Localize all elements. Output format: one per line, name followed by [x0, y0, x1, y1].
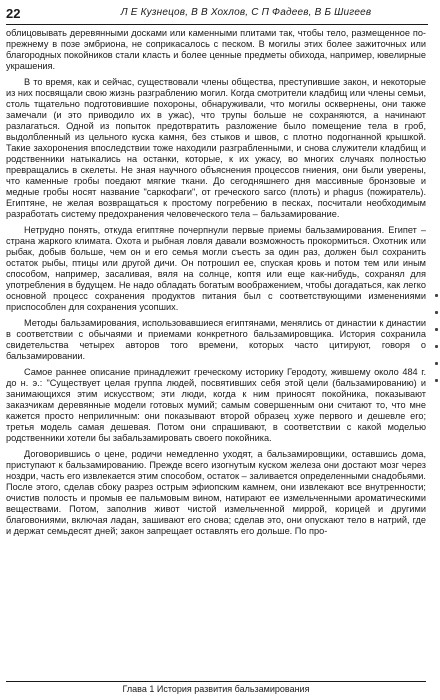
running-header [6, 4, 428, 25]
paragraph: облицовывать деревянными досками или каменными плитами так, чтобы тело, размещенное по-прежнему в позе эмбриона, не соприкасалось с песком. В могилы этих более зажиточных или благородных покойников стали класть и более ценные предметы обихода, например, ювелирные украшения. [6, 28, 426, 71]
body-text [6, 28, 426, 542]
paragraph: Самое раннее описание принадлежит греческому историку Геродоту, жившему около 484 г. до н. э.: "Существует целая группа людей, посвятивших себя этой цели (бальзамированию) и занимающихся этим искусством; эти люди, когда к ним приносят покойника, показывают заказчикам деревянные модели готовых мумий; самым совершенным они считают то, что мне кажется просто неприличным: они показывают второй образец хуже первого и дешевле его; третья модель самая дешевая. Потом они спрашивают, в соответствии с какой моделью родственники хотели бы забальзамировать своего покойника. [6, 367, 426, 443]
paragraph: Методы бальзамирования, использовавшиеся египтянами, менялись от династии к династии в соответствии с обычаями и приемами конкретного бальзамировщика. История сохранила свидетельства четырех авторов того времени, которых часто цитируют, говоря о бальзамировании. [6, 318, 426, 361]
scan-edge-marks [432, 280, 440, 660]
authors-line: Л Е Кузнецов, В В Хохлов, С П Фадеев, В Б Шигеев [120, 7, 372, 18]
paragraph: Нетрудно понять, откуда египтяне почерпнули первые приемы бальзамирования. Египет – страна жаркого климата. Охота и рыбная ловля давали возможность прокормиться. Охотник или рыбак, добыв больше, чем он и его семья могли съесть за один раз, должен был сохранить остаток рыбы, птицы или другой дичи. Он потрошил ее, спуская кровь и потом тем или иным способом, например, засаливая, вяля на солнце, коптя или еще как-нибудь, сохранял для употребления в будущем. Не надо обладать богатым воображением, чтобы догадаться, как легко основной процесс сохранения продуктов питания был с соответствующими изменениями приспособлен для сохранения усопших. [6, 225, 426, 312]
paragraph: В то время, как и сейчас, существовали члены общества, преступившие закон, и некоторые из них посвящали свою жизнь разграблению могил. Когда смотрители кладбищ или члены семьи, столь тщательно подготовившие похороны, обнаруживали, что могилы осквернены, они также замечали (и это приводило их в ужас), что трупы больше не сохраняются, а начинают разлагаться. Одной из попыток предотвратить разложение было помещение тела в гроб, выдолбленный из цельного куска камня, без стыков и швов, с плотно подогнанной крышкой. Такие захоронения впоследствии тоже находили разграбленными, и снова служители кладбищ и родственники натыкались на останки, которые, к их ужасу, во многих случаях полностью превращались в скелеты. Не зная научного объяснения процессов гниения, они были уверены, что каменные гробы поедают мягкие ткани. До сегодняшнего дня массивные бронзовые и медные гробы носят название "саркофаги", от греческого sarco (плоть) и phagus (пожиратель). Египтяне, не желая возвращаться к простому погребению в песках, посчитали необходимым разработать систему предохранения человеческого тела – бальзамирование. [6, 77, 426, 219]
running-footer: Глава 1 История развития бальзамирования [6, 681, 426, 696]
page-number: 22 [6, 6, 21, 21]
book-page [6, 4, 428, 696]
paragraph: Договорившись о цене, родичи немедленно уходят, а бальзамировщики, оставшись дома, приступают к бальзамированию. Прежде всего изогнутым куском железа они достают мозг через ноздри, часть его извлекается этим способом, остаток – заливается определенными снадобьями. После этого, сделав сбоку разрез острым эфиопским камнем, они извлекают все внутренности; очистив полость и промыв ее пальмовым вином, натирают ее измельченными ароматическими веществами. Потом, заполнив живот чистой измельченной миррой, корицей и другими благовониями, включая ладан, зашивают его снова; сделав это, они опускают тело в натрий, где и держат семьдесят дней; закон запрещает оставлять его дольше. По про- [6, 449, 426, 536]
